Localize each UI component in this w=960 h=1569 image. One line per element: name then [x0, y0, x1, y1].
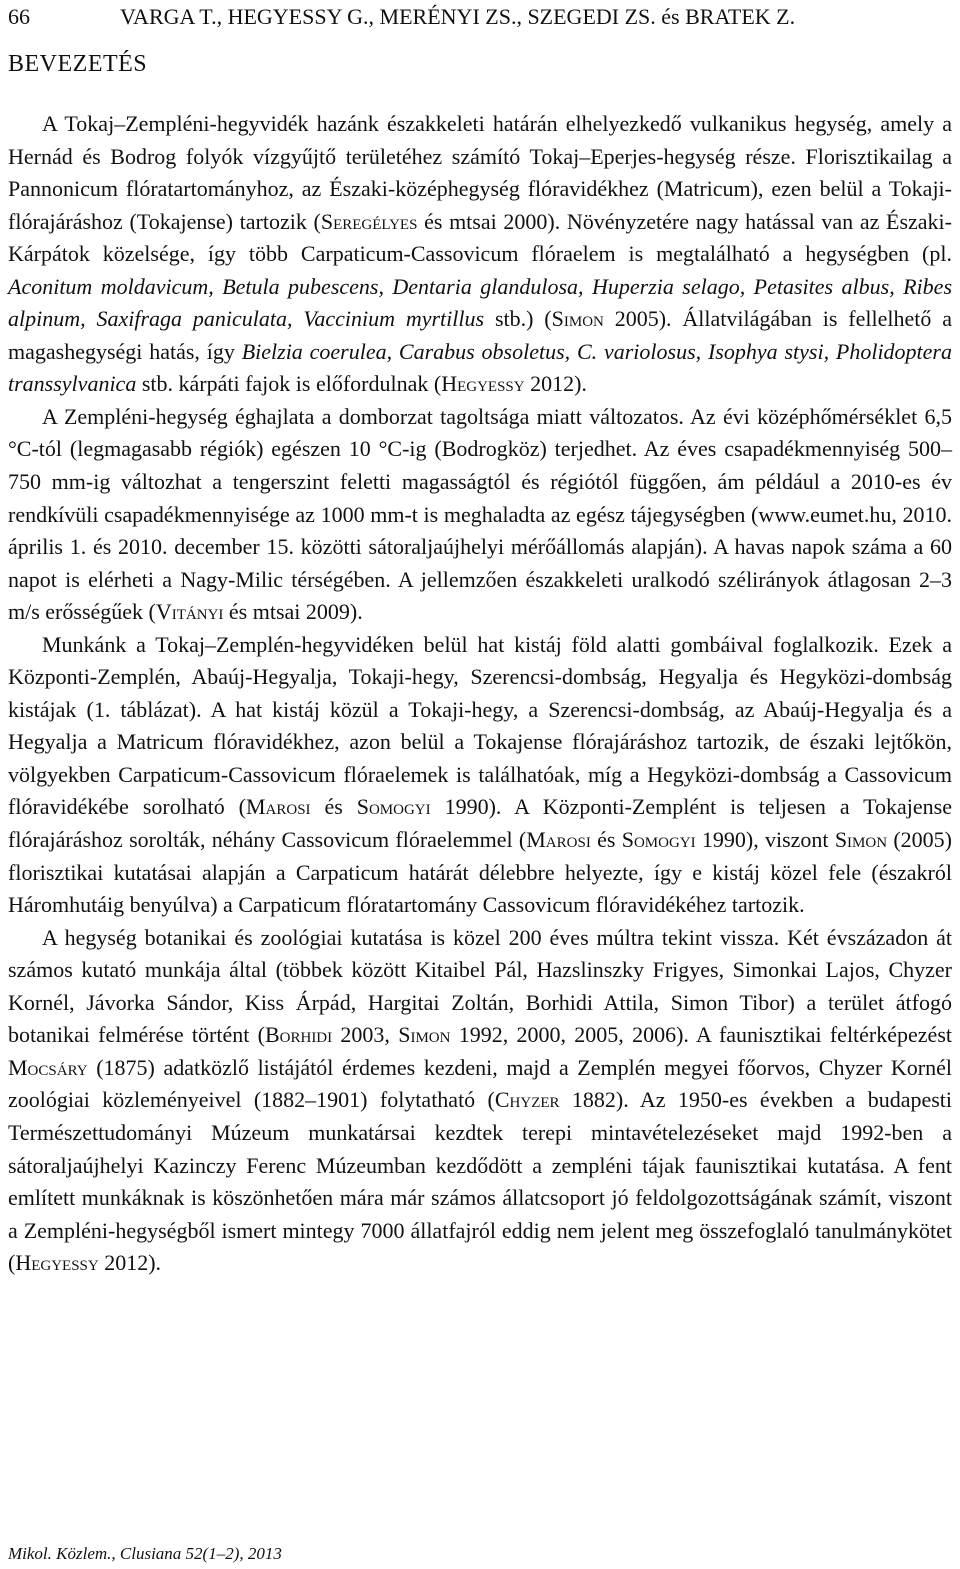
paragraph-4	[8, 922, 952, 1280]
text-run: stb. kárpáti fajok is előfordulnak (	[136, 371, 442, 397]
section-title: BEVEZETÉS	[8, 51, 148, 77]
author-citation: Simon	[834, 827, 888, 853]
author-citation: Marosi	[526, 827, 591, 853]
text-run: és mtsai 2000). Növényzetére nagy hatással van az Északi-Kárpátok közelsége, így több Carpaticum-Cassovicum flóraelem is megtalálható a hegységben (pl.	[8, 208, 952, 267]
text-run: 1990), viszont	[695, 827, 835, 853]
body-text	[8, 108, 952, 1280]
text-run: és mtsai 2009).	[223, 599, 363, 625]
text-run: 1990). A Központi-Zemplént is teljesen a Tokajense flórajáráshoz sorolták, néhány Cassovicum flóraelemmel (	[8, 794, 952, 853]
author-citation: Somogyi	[356, 794, 431, 820]
author-citation: Borhidi	[264, 1022, 333, 1048]
author-citation: Hegyessy	[441, 371, 525, 397]
author-citation: Hegyessy	[15, 1250, 99, 1276]
author-citation: Mocsáry	[8, 1054, 88, 1080]
taxon-names: Bielzia coerulea, Carabus obsoletus, C.	[241, 338, 598, 364]
paragraph-1	[8, 108, 952, 401]
text-run: 1992, 2000, 2005, 2006). A faunisztikai feltérképezést	[450, 1022, 952, 1048]
journal-citation-footer: Mikol. Közlem., Clusiana 52(1–2), 2013	[8, 1544, 282, 1563]
text-run	[597, 339, 604, 364]
author-citation: Simon	[398, 1022, 451, 1048]
paragraph-2	[8, 401, 952, 629]
author-citation: Seregélyes	[320, 208, 418, 234]
author-citation: Vitányi	[155, 599, 224, 625]
taxon-names: variolosus, Isophya stysi, Pholidoptera transsylvanica	[8, 338, 952, 397]
text-run: 2012).	[98, 1250, 162, 1276]
text-run: 2005). Állatvilágában is fellelhető a magashegységi hatás, így	[8, 306, 952, 364]
author-citation: Marosi	[245, 794, 311, 820]
text-run: stb.) (	[484, 306, 552, 332]
author-citation: Simon	[551, 306, 604, 332]
text-run: A hegység botanikai és zoológiai kutatása is közel 200 éves múltra tekint vissza. Két évszázadon át számos kutató munkája által (többek között Kitaibel Pál, Hazslinszky Frigyes, Simonkai Lajos, Chyzer Kornél, Jávorka Sándor, Kiss Árpád, Hargitai Zoltán, Borhidi Attila, Simon Tibor) a terület átfogó botanikai felmérése történt (	[8, 924, 952, 1048]
text-run: (1875) adatközlő listájától érdemes kezdeni, majd a Zemplén megyei főorvos, Chyzer Kornél zoológiai közleményeivel (1882–1901) folytatható (	[8, 1054, 952, 1113]
running-head	[8, 2, 948, 32]
text-run: (2005) florisztikai kutatásai alapján a Carpaticum határát délebbre helyezte, így e kistáj közel fele (északról Háromhutáig benyúlva) a Carpaticum flóratartomány Cassovicum flóravidékéhez tartozik.	[8, 827, 952, 918]
page-number: 66	[8, 4, 30, 29]
text-run: és	[590, 827, 622, 853]
author-line: VARGA T., HEGYESSY G., MERÉNYI ZS., SZEGEDI ZS. és BRATEK Z.	[120, 4, 796, 29]
text-run: 2012).	[524, 371, 587, 397]
author-citation: Somogyi	[621, 827, 696, 853]
text-run: A Zempléni-hegység éghajlata a domborzat tagoltsága miatt változatos. Az évi középhőmérséklet 6,5 °C-tól (legmagasabb régiók) egészen 10 °C-ig (Bodrogköz) terjedhet. Az éves csapadékmennyiség 500–750 mm-ig változhat a tengerszint feletti magasságtól és régiótól függően, ám például a 2010-es év rendkívüli csapadékmennyisége az 1000 mm-t is meghaladta az egész tájegységben (www.eumet.hu, 2010. április 1. és 2010. december 15. közötti sátoraljaújhelyi mérőállomás alapján). A havas napok száma a 60 napot is elérheti a Nagy-Milic térségében. A jellemzően északkeleti uralkodó szélirányok átlagosan 2–3 m/s erősségűek (	[8, 403, 952, 625]
author-citation: Chyzer	[494, 1087, 560, 1113]
text-run: A Tokaj–Zempléni-hegyvidék hazánk északkeleti határán elhelyezkedő vulkanikus hegység, amely a Hernád és Bodrog folyók vízgyűjtő területéhez számító Tokaj–Eperjes-hegység része. Florisztikailag a Pannonicum flóratartományhoz, az Északi-középhegység flóravidékhez (Matricum), ezen belül a Tokaji-flórajáráshoz (Tokajense) tartozik (	[8, 111, 952, 234]
text-run: 1882). Az 1950-es években a budapesti Természettudományi Múzeum munkatársai kezdtek terepi mintavételezéseket majd 1992-ben a sátoraljaújhelyi Kazinczy Ferenc Múzeumban kezdődött a zempléni tájak faunisztikai kutatása. A fent említett munkáknak is köszönhetően mára már számos állatcsoport jó feldolgozottságának számít, viszont a Zempléni-hegységből ismert mintegy 7000 állatfajról eddig nem jelent meg összefoglaló tanulmánykötet (	[8, 1087, 953, 1276]
taxon-names: Aconitum moldavicum, Betula pubescens, Dentaria glandulosa, Huperzia selago, Petasites albus, Ribes alpinum, Saxifraga paniculata, Vaccinium myrtillus	[8, 273, 952, 332]
text-run: és	[310, 794, 357, 820]
paragraph-3	[8, 629, 952, 922]
text-run: 2003,	[332, 1022, 399, 1048]
text-run: Munkánk a Tokaj–Zemplén-hegyvidéken belül hat kistáj föld alatti gombáival foglalkozik. Ezek a Központi-Zemplén, Abaúj-Hegyalja, Tokaji-hegy, Szerencsi-dombság, Hegyalja és Hegyközi-dombság kistájak (1. táblázat). A hat kistáj közül a Tokaji-hegy, a Szerencsi-dombság, az Abaúj-Hegyalja és a Hegyalja a Matricum flóravidékhez, azon belül a Tokajense flórajáráshoz tartozik, de északi lejtőkön, völgyekben Carpaticum-Cassovicum flóraelemek is találhatóak, míg a Hegyközi-dombság a Cassovicum flóravidékébe sorolható (	[8, 631, 952, 820]
